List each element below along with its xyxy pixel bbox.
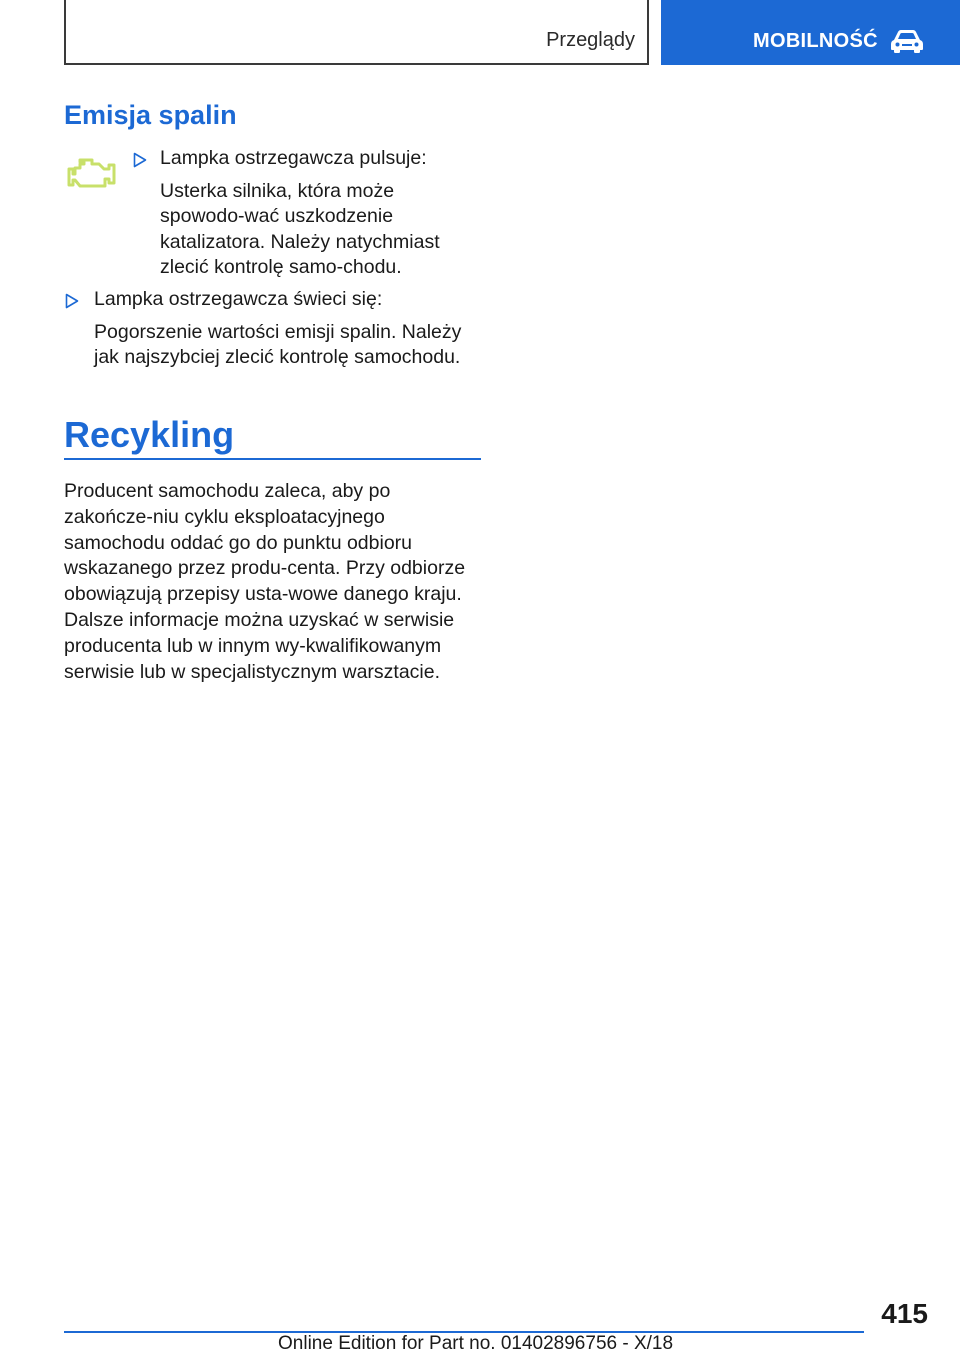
header-active-label: MOBILNOŚĆ <box>753 30 878 52</box>
header-active-tab[interactable] <box>661 0 960 65</box>
emission-item-description: Pogorszenie wartości emisji spalin. Należy jak najszybciej zlecić kontrolę samochodu. <box>94 320 462 368</box>
engine-warning-icon <box>66 154 118 194</box>
section-title-emission: Emisja spalin <box>64 100 237 130</box>
emission-item-label: Lampka ostrzegawcza pulsuje: <box>160 147 427 169</box>
emission-item-pulsing <box>133 146 483 281</box>
header-section-tab[interactable] <box>64 0 649 65</box>
emission-item-steady <box>65 287 485 371</box>
header-section-label: Przeglądy <box>546 29 635 51</box>
recycling-paragraph: Producent samochodu zaleca, aby po zakończe-niu cyklu eksploatacyjnego samochodu oddać go do punktu odbioru wskazanego przez produ-centa. Przy odbiorze obowiązują przepisy usta-wowe danego kraju. Dalsze informacje można uzyskać w serwisie producenta lub w innym wy-kwalifikowanym serwisie lub w specjalistycznym warsztacie. <box>64 480 466 683</box>
page-number: 415 <box>881 1298 928 1329</box>
title-underline-divider <box>64 458 481 460</box>
section-title-recycling: Recykling <box>64 414 235 455</box>
emission-item-description: Usterka silnika, która może spowodo-wać uszkodzenie katalizatora. Należy natychmiast zlecić kontrolę samo-chodu. <box>160 179 440 278</box>
emission-item-label: Lampka ostrzegawcza świeci się: <box>94 288 383 310</box>
triangle-bullet-icon <box>133 152 147 168</box>
car-icon <box>890 28 924 54</box>
edition-footer-text: Online Edition for Part no. 01402896756 - X/18 <box>278 1333 674 1354</box>
triangle-bullet-icon <box>65 293 79 309</box>
